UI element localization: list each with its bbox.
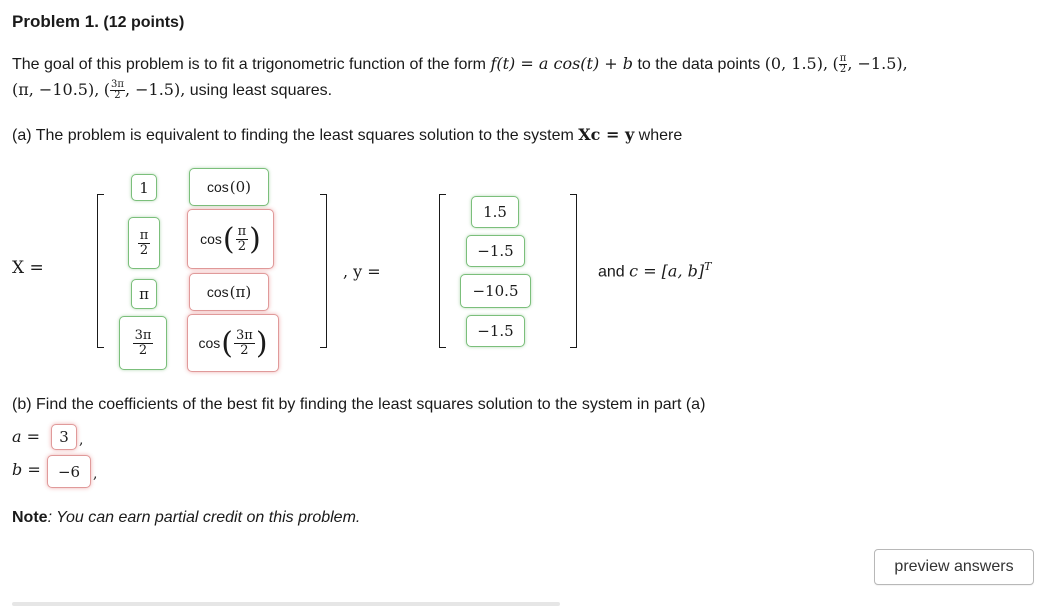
intro-text-1: The goal of this problem is to fit a trigonometric function of the form [12,56,491,73]
a-comma: , [79,432,84,448]
part-b-text: (b) Find the coefficients of the best fit by finding the least squares solution to the system in part (a) [12,396,706,413]
x-r3c1-input[interactable]: π [131,279,157,309]
intro-line-2 [12,80,332,101]
problem-title [12,12,184,32]
b-comma: , [93,466,98,482]
function-formula: f(t) = a cos(t) + b [490,54,634,73]
bottom-scroll-edge [12,602,560,606]
x-matrix-label: X = [12,258,44,278]
preview-answers-button[interactable]: preview answers [874,549,1034,585]
intro-text-2: to the data points [633,56,765,73]
a-answer-input[interactable]: 3 [51,424,77,450]
note [12,509,360,527]
b-answer-input[interactable]: −6 [47,455,91,488]
part-a-text [12,125,682,145]
intro-line-1 [12,54,908,75]
and-text: and [598,263,630,281]
x-r2c1-input[interactable]: $\frac{\pi}{2}$ [128,217,160,269]
x-r1c2-input[interactable]: cos (0) [189,168,269,206]
y-r2-input[interactable]: −1.5 [466,235,525,267]
y-vector-left-bracket [439,194,446,348]
intro-ending: using least squares. [185,82,333,99]
a-label: a = [12,427,41,446]
x-r1c1-input[interactable]: 1 [131,174,157,201]
x-r3c2-input[interactable]: cos (π) [189,273,269,311]
data-point-3: (π, −10.5), [12,80,100,99]
problem-number: Problem 1. [12,12,99,31]
data-point-1: (0, 1.5), [764,54,829,73]
y-r4-input[interactable]: −1.5 [466,315,525,347]
c-vector: c = [a, b] [629,261,705,281]
data-point-2: ( $\frac{\pi}{2}$ , −1.5), [832,53,908,75]
x-r4c2-input[interactable]: cos ( $\frac{3\pi}{2}$ ) [187,314,279,372]
note-text: : You can earn partial credit on this problem. [47,509,361,526]
problem-points: (12 points) [103,14,185,31]
c-definition [598,260,711,281]
x-matrix-right-bracket [320,194,327,348]
x-r4c1-input[interactable]: $\frac{3\pi}{2}$ [119,316,167,370]
system-equation: Xc = y [578,125,635,144]
transpose-mark: T [704,260,712,273]
y-vector-label: , y = [343,262,381,281]
x-matrix-left-bracket [97,194,104,348]
note-label: Note [12,509,48,526]
x-r2c2-input[interactable]: cos ( $\frac{\pi}{2}$ ) [187,209,274,269]
data-point-4: ( $\frac{3\pi}{2}$ , −1.5), [103,79,186,101]
part-a-description: (a) The problem is equivalent to finding the least squares solution to the system [12,127,579,144]
y-r3-input[interactable]: −10.5 [460,274,531,308]
y-vector-right-bracket [570,194,577,348]
part-a-where: where [634,127,683,144]
b-label: b = [12,460,41,479]
y-r1-input[interactable]: 1.5 [471,196,519,228]
